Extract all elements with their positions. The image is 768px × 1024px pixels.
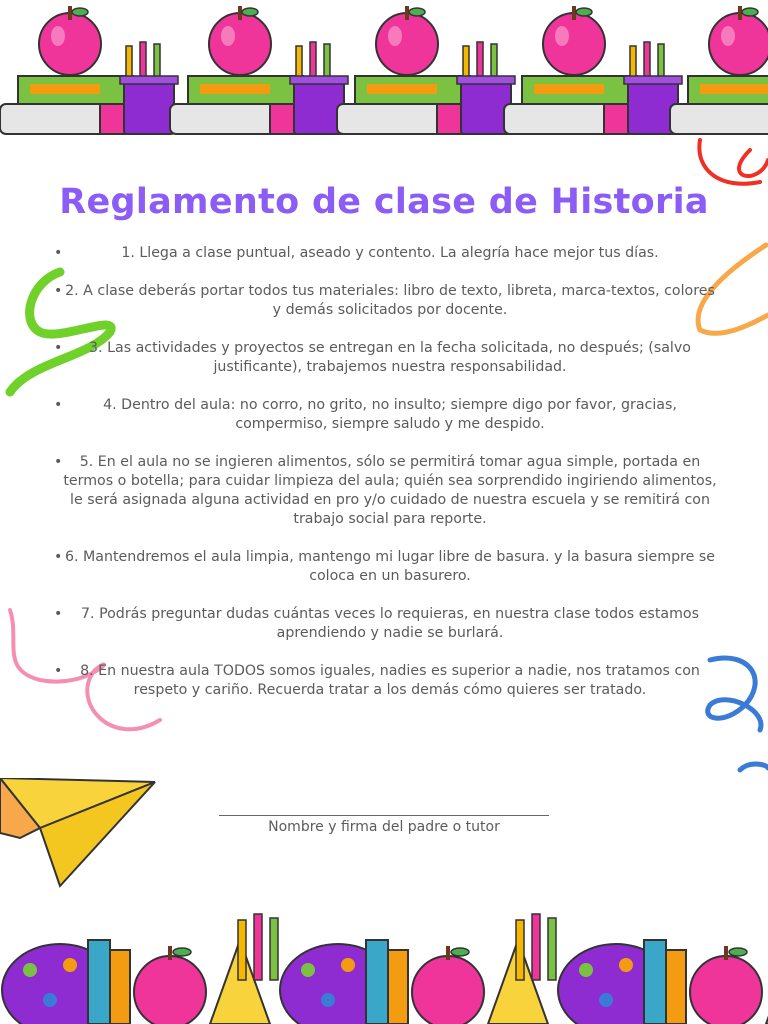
apples-books-paper-planes-border <box>0 910 768 1024</box>
rule-text: 8. En nuestra aula TODOS somos iguales, nadies es superior a nadie, nos tratamos con respeto y cariño. Recuerda tratar a los demás cómo quieres ser tratado. <box>80 663 700 698</box>
bullet: • <box>54 245 63 261</box>
rule-text: 7. Podrás preguntar dudas cuántas veces lo requieras, en nuestra clase todos estamos aprendiendo y nadie se burlará. <box>81 606 699 641</box>
bullet: • <box>54 606 63 622</box>
bullet: • <box>54 340 63 356</box>
list-item <box>54 396 720 434</box>
rule-text: 3. Las actividades y proyectos se entregan en la fecha solicitada, no después; (salvo justificante), trabajemos nuestra responsabilidad. <box>89 340 691 375</box>
list-item <box>54 244 720 263</box>
list-item <box>54 605 720 643</box>
bullet: • <box>54 283 63 299</box>
rule-text: 2. A clase deberás portar todos tus materiales: libro de texto, libreta, marca-textos, colores y demás solicitados por docente. <box>65 283 715 318</box>
page-title: Reglamento de clase de Historia <box>59 182 709 222</box>
signature-label: Nombre y firma del padre o tutor <box>268 819 500 835</box>
bullet: • <box>54 549 63 565</box>
bullet: • <box>54 663 63 679</box>
rules-list <box>54 244 720 719</box>
list-item <box>54 662 720 700</box>
bullet: • <box>54 454 63 470</box>
rule-text: 6. Mantendremos el aula limpia, mantengo mi lugar libre de basura. y la basura siempre se coloca en un basurero. <box>65 549 715 584</box>
rule-text: 1. Llega a clase puntual, aseado y contento. La alegría hace mejor tus días. <box>121 245 659 261</box>
list-item <box>54 548 720 586</box>
list-item <box>54 282 720 320</box>
bullet: • <box>54 397 63 413</box>
apples-books-pencils-border <box>0 0 768 150</box>
list-item <box>54 453 720 529</box>
rule-text: 5. En el aula no se ingieren alimentos, sólo se permitirá tomar agua simple, portada en termos o botella; para cuidar limpieza del aula; quién sea sorprendido ingiriendo alimentos, le será asignada alguna actividad en pro y/o cuidado de nuestra escuela y se remitirá con trabajo social para reporte. <box>63 454 717 527</box>
signature-line <box>219 815 549 816</box>
rule-text: 4. Dentro del aula: no corro, no grito, no insulto; siempre digo por favor, gracias, compermiso, siempre saludo y me despido. <box>103 397 677 432</box>
list-item <box>54 339 720 377</box>
